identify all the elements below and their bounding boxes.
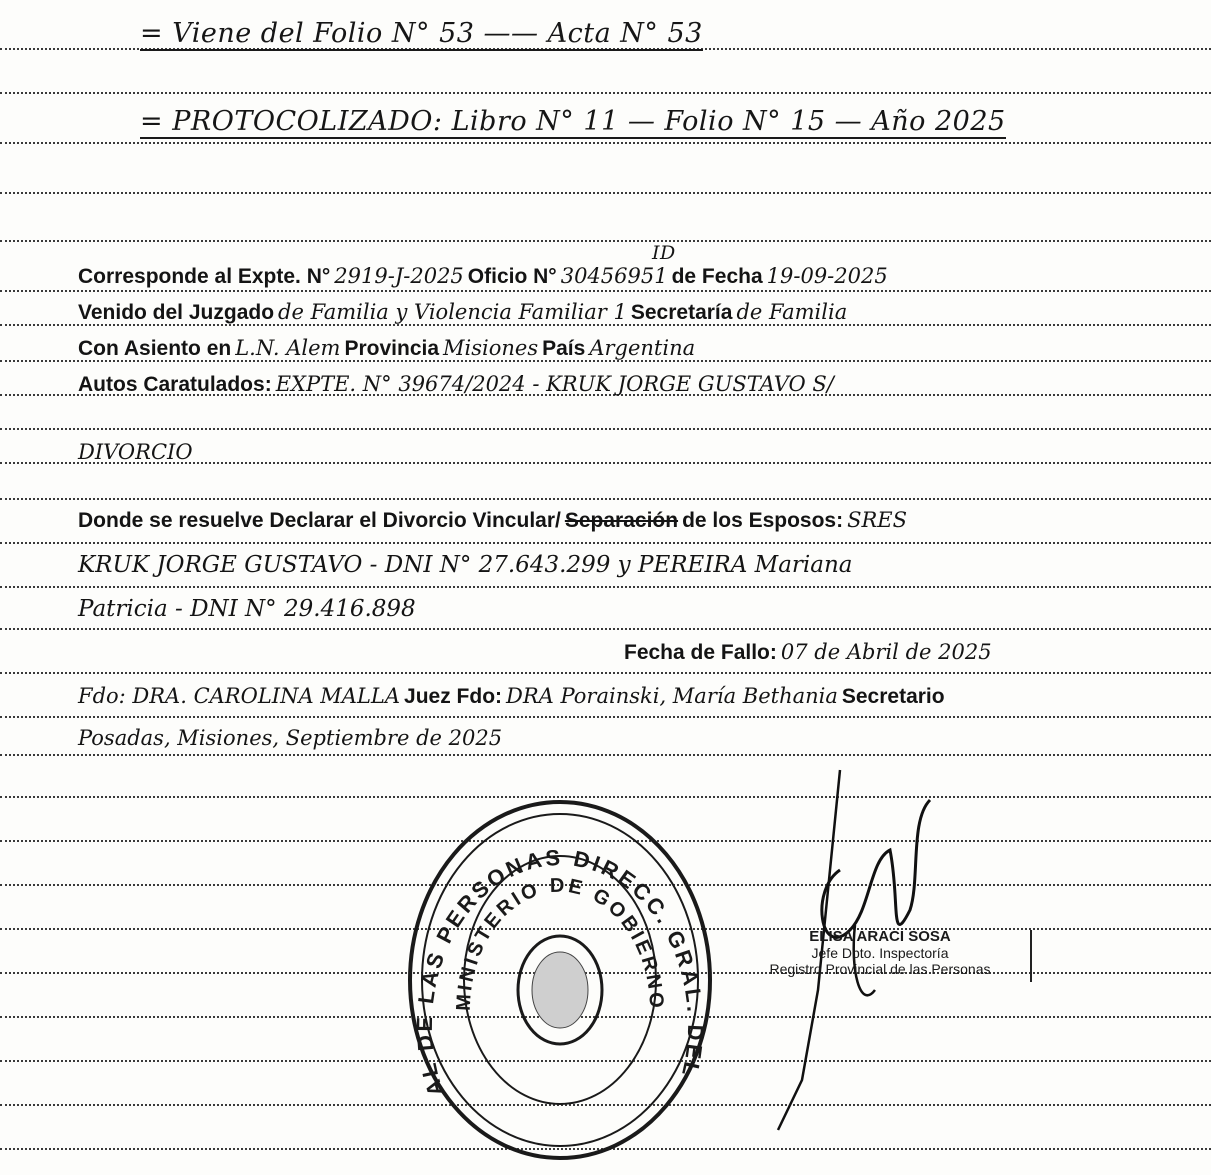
value-juez: Fdo: DRA. CAROLINA MALLA (78, 684, 401, 708)
seal-graphic (395, 790, 725, 1170)
ruled-line (0, 240, 1211, 242)
signatory-name: ELISA ARACI SOSA (809, 928, 951, 945)
ruled-line (0, 672, 1211, 674)
label-expediente: Corresponde al Expte. N° (78, 265, 331, 288)
value-esposos-2: Patricia - DNI N° 29.416.898 (78, 596, 416, 622)
row-asiento (78, 336, 695, 361)
value-lugar-fecha: Posadas, Misiones, Septiembre de 2025 (78, 726, 503, 750)
ruled-line (0, 498, 1211, 500)
ruled-line (0, 754, 1211, 756)
label-separacion-struck: Separación (564, 509, 679, 532)
ruled-line (0, 716, 1211, 718)
label-secretaria: Secretaría (630, 301, 733, 324)
row-lugar-fecha (78, 726, 502, 750)
ruled-line (0, 92, 1211, 94)
signatory-role: Jefe Dpto. Inspectoría (811, 945, 949, 961)
label-fecha: de Fecha (671, 265, 763, 288)
value-fallo: 07 de Abril de 2025 (780, 640, 992, 664)
value-oficio: 30456951 (560, 264, 668, 288)
label-esposos: de los Esposos: (682, 509, 844, 532)
row-autos (78, 372, 834, 397)
ruled-line (0, 428, 1211, 430)
value-esposos: SRES (847, 508, 908, 532)
ruled-line (0, 628, 1211, 630)
ruled-line (0, 542, 1211, 544)
label-provincia: Provincia (344, 337, 440, 360)
row-esposos-2 (78, 596, 416, 622)
ruled-line (0, 290, 1211, 292)
seal-inner-text: MINISTERIO DE GOBIERNO (452, 874, 668, 1012)
header-folio-line: = Viene del Folio N° 53 —— Acta N° 53 (140, 18, 703, 49)
value-autos-cont: DIVORCIO (78, 440, 193, 464)
label-fallo: Fecha de Fallo: (624, 641, 777, 664)
annotation-id: ID (652, 242, 676, 264)
signatory-stamp-edge (1030, 930, 1032, 982)
label-juzgado: Venido del Juzgado (78, 301, 275, 324)
row-juzgado (78, 300, 847, 325)
value-secretaria: de Familia (736, 300, 848, 324)
row-resuelve (78, 508, 907, 533)
label-autos: Autos Caratulados: (78, 373, 272, 396)
seal-emblem-core (532, 952, 588, 1028)
value-autos: EXPTE. N° 39674/2024 - KRUK JORGE GUSTAVO S/ (275, 372, 834, 396)
value-pais: Argentina (589, 336, 696, 360)
value-expediente: 2919-J-2025 (334, 264, 464, 288)
value-esposos-1: KRUK JORGE GUSTAVO - DNI N° 27.643.299 y PEREIRA Mariana (78, 552, 853, 578)
svg-text:PROVINCIAL DE LAS PERSONAS DIR (395, 790, 708, 1099)
label-resuelve: Donde se resuelve Declarar el Divorcio Vincular/ (78, 509, 561, 532)
label-juez: Juez Fdo: (404, 685, 503, 708)
ruled-line (0, 192, 1211, 194)
header-protocol-line: = PROTOCOLIZADO: Libro N° 11 — Folio N° 15 — Año 2025 (140, 106, 1006, 137)
value-asiento: L.N. Alem (235, 336, 341, 360)
ruled-line (0, 586, 1211, 588)
row-firmas (78, 684, 945, 709)
label-pais: País (542, 337, 586, 360)
row-fallo (624, 640, 992, 665)
label-oficio: Oficio N° (467, 265, 557, 288)
value-secretario: DRA Porainski, María Bethania (506, 684, 838, 708)
seal-outer-text: AL DE LAS PERSONAS DIRECC. GRAL. DEL (411, 844, 709, 1100)
row-esposos-1 (78, 552, 853, 578)
row-expediente (78, 264, 888, 289)
official-seal (395, 790, 725, 1170)
label-asiento: Con Asiento en (78, 337, 232, 360)
label-secretario: Secretario (841, 685, 945, 708)
ruled-line (0, 142, 1211, 144)
signatory-stamp (720, 928, 1040, 1008)
value-juzgado: de Familia y Violencia Familiar 1 (278, 300, 627, 324)
value-fecha: 19-09-2025 (766, 264, 888, 288)
row-autos-cont (78, 440, 193, 464)
signatory-org: Registro Provincial de las Personas (769, 961, 991, 977)
value-provincia: Misiones (443, 336, 539, 360)
